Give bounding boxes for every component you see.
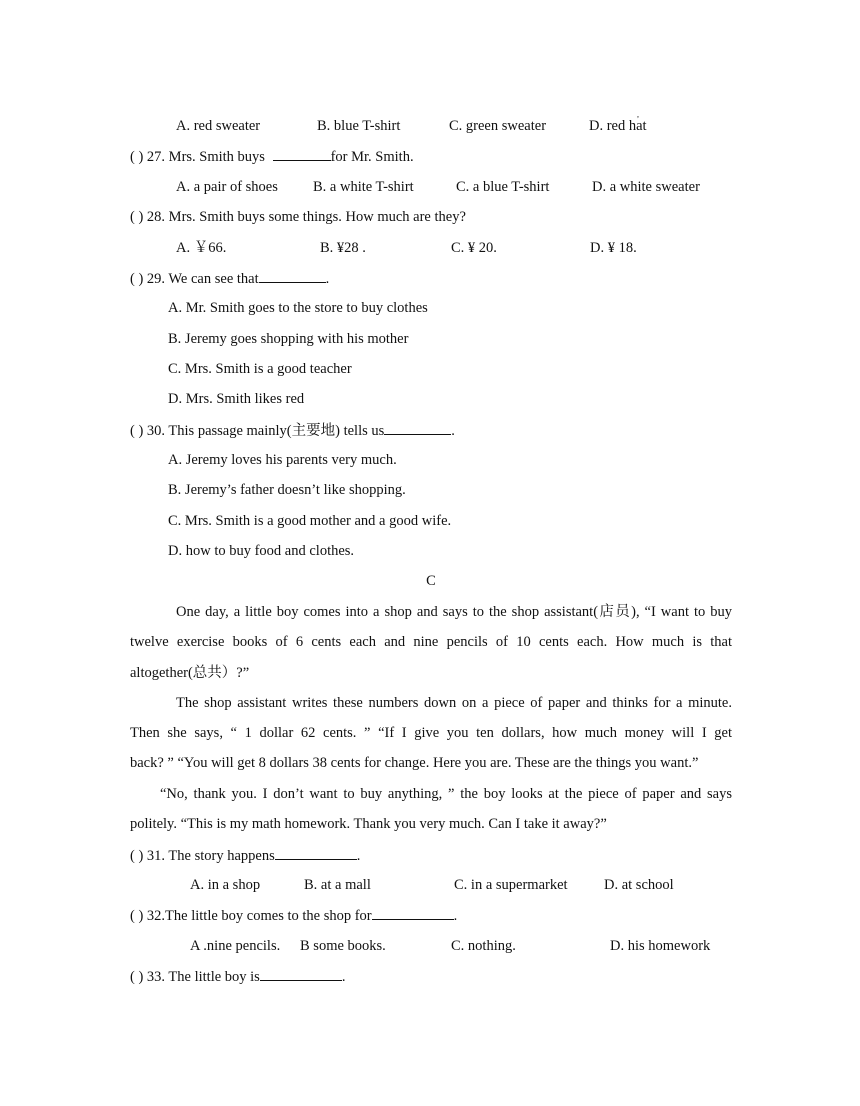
question-stem: 27. Mrs. Smith buys — [146, 149, 265, 165]
answer-paren: ( ) — [130, 149, 144, 165]
passage-p3-line2: politely. “This is my math homework. Thank you very much. Can I take it away?” — [130, 816, 607, 832]
question-stem-end: . — [356, 848, 361, 864]
q31-option-a: A. in a shop — [190, 877, 261, 893]
passage-p2-line2: Then she says, “ 1 dollar 62 cents. ” “If I give you ten dollars, how much money will I get — [130, 725, 732, 741]
question-stem-end: . — [325, 271, 330, 287]
q28-option-a: A. ￥66. — [176, 240, 227, 256]
q27-option-a: A. a pair of shoes — [176, 179, 278, 195]
q32-option-b: B some books. — [300, 938, 386, 954]
question-29 — [130, 269, 329, 288]
q31-option-c: C. in a supermarket — [454, 877, 568, 893]
question-stem: 31. The story happens — [146, 848, 275, 864]
q32-option-c: C. nothing. — [451, 938, 516, 954]
question-28 — [130, 208, 466, 226]
q29-option-b: B. Jeremy goes shopping with his mother — [168, 331, 409, 347]
question-stem-end: for Mr. Smith. — [330, 149, 414, 165]
passage-p1-line1: One day, a little boy comes into a shop and says to the shop assistant(店员), “I want to buy — [176, 604, 732, 620]
q27-option-c: C. a blue T-shirt — [456, 179, 550, 195]
q26-option-b: B. blue T-shirt — [317, 118, 401, 134]
q27-option-b: B. a white T-shirt — [313, 179, 414, 195]
q26-option-a: A. red sweater — [176, 118, 261, 134]
passage-p3-line1: “No, thank you. I don’t want to buy anything, ” the boy looks at the piece of paper and says — [160, 786, 732, 802]
question-30 — [130, 421, 455, 440]
question-stem-end: . — [451, 423, 455, 439]
answer-paren: ( ) — [130, 209, 144, 225]
answer-paren: ( ) — [130, 908, 144, 924]
question-stem: 32.The little boy comes to the shop for — [146, 908, 372, 924]
q29-option-d: D. Mrs. Smith likes red — [168, 391, 305, 407]
question-31 — [130, 846, 360, 865]
section-heading: C — [426, 573, 436, 589]
answer-paren: ( ) — [130, 271, 144, 287]
passage-p1-line3: altogether(总共）?” — [130, 665, 250, 681]
q31-option-b: B. at a mall — [304, 877, 371, 893]
q32-option-d: D. his homework — [610, 938, 711, 954]
q27-option-d: D. a white sweater — [592, 179, 700, 195]
answer-blank — [259, 269, 326, 283]
q26-option-c: C. green sweater — [449, 118, 547, 134]
q26-option-d: D. red hat — [589, 118, 647, 134]
q28-option-c: C. ¥ 20. — [451, 240, 497, 256]
q29-option-c: C. Mrs. Smith is a good teacher — [168, 361, 352, 377]
q32-option-a: A .nine pencils. — [190, 938, 281, 954]
q31-option-d: D. at school — [604, 877, 674, 893]
question-stem: 29. We can see that — [146, 271, 259, 287]
answer-blank — [384, 421, 451, 435]
q28-option-b: B. ¥28 . — [320, 240, 366, 256]
question-33 — [130, 967, 345, 986]
answer-blank — [372, 906, 454, 920]
question-27 — [130, 147, 414, 166]
passage-p2-line3: back? ” “You will get 8 dollars 38 cents for change. Here you are. These are the things you want.” — [130, 755, 699, 771]
question-stem: 28. Mrs. Smith buys some things. How much are they? — [146, 209, 466, 225]
q29-option-a: A. Mr. Smith goes to the store to buy clothes — [168, 300, 428, 316]
passage-p2-line1: The shop assistant writes these numbers down on a piece of paper and thinks for a minute. — [176, 695, 732, 711]
answer-paren: ( ) — [130, 969, 144, 985]
q30-option-a: A. Jeremy loves his parents very much. — [168, 452, 397, 468]
question-stem-end: . — [453, 908, 458, 924]
answer-blank — [273, 147, 331, 161]
q28-option-d: D. ¥ 18. — [590, 240, 637, 256]
q30-option-b: B. Jeremy’s father doesn’t like shopping. — [168, 482, 406, 498]
question-stem: 30. This passage mainly(主要地) tells us — [146, 423, 385, 439]
question-32 — [130, 906, 457, 925]
question-stem-end: . — [341, 969, 346, 985]
stray-mark: , — [637, 110, 639, 119]
passage-p1-line2: twelve exercise books of 6 cents each and nine pencils of 10 cents each. How much is that — [130, 634, 732, 650]
answer-paren: ( ) — [130, 848, 144, 864]
q30-option-d: D. how to buy food and clothes. — [168, 543, 355, 559]
q30-option-c: C. Mrs. Smith is a good mother and a good wife. — [168, 513, 452, 529]
question-stem: 33. The little boy is — [146, 969, 260, 985]
answer-blank — [260, 967, 342, 981]
answer-paren: ( ) — [130, 423, 144, 439]
answer-blank — [275, 846, 357, 860]
